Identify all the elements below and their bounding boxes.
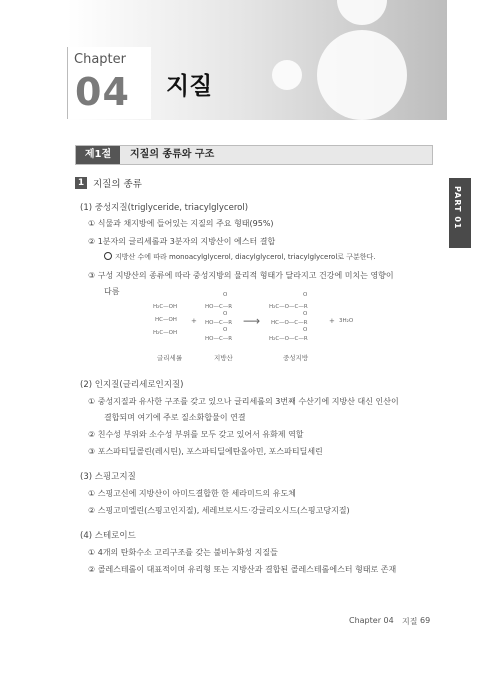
fatty-acid-1: HO—C—R <box>205 304 233 310</box>
label-glycerol: 글리세롤 <box>157 354 183 362</box>
item-heading: (2) 인지질(글리세로인지질) <box>80 380 184 390</box>
decor-circle-small <box>272 60 302 90</box>
item-heading: (3) 스핑고지질 <box>80 472 136 482</box>
glycerol-c3: H₂C—OH <box>153 330 178 336</box>
product-c3: H₂C—O—C—R <box>269 336 308 342</box>
subheading-number: 1 <box>75 177 87 189</box>
product-o: O <box>303 311 308 317</box>
footer-title: 지질 <box>402 617 418 626</box>
label-triglyceride: 중성지방 <box>283 354 309 362</box>
section-title: 지질의 종류와 구조 <box>130 149 215 160</box>
page-number: 69 <box>420 616 431 625</box>
glycerol-c2: HC—OH <box>155 317 177 323</box>
item-line: ③ 포스파티딜콜린(레시틴), 포스파티딜에탄올아민, 포스파티딜세린 <box>88 447 323 456</box>
plus-sign: + <box>191 317 197 325</box>
chapter-title: 지질 <box>166 72 213 100</box>
chapter-word: Chapter <box>74 52 126 67</box>
note-circle-icon <box>104 252 112 260</box>
item-line: ② 1분자의 글리세롤과 3분자의 지방산이 에스터 결합 <box>88 237 276 246</box>
subheading-text: 지질의 종류 <box>93 179 142 190</box>
item-heading: (4) 스테로이드 <box>80 531 136 541</box>
section-label: 제1절 <box>76 146 120 164</box>
item-line: ① 식물과 채지방에 들어있는 지질의 주요 형태(95%) <box>88 219 274 228</box>
note-text: 지방산 수에 따라 monoacylglycerol, diacylglycerol, triacylglycerol로 구분한다. <box>115 253 376 261</box>
reaction-arrow: ⟶ <box>243 314 261 328</box>
item-line: ② 친수성 부위와 소수성 부위를 모두 갖고 있어서 유화제 역할 <box>88 430 304 439</box>
label-fatty-acid: 지방산 <box>214 354 233 362</box>
item-heading: (1) 중성지질(triglyceride, triacylglycerol) <box>80 203 249 213</box>
fatty-acid-3: HO—C—R <box>205 336 233 342</box>
item-line: 다름 <box>104 287 120 296</box>
product-c2: HC—O—C—R <box>271 320 308 326</box>
item-line: ① 스핑고신에 지방산이 아미드결합한 한 세라미드의 유도체 <box>88 489 296 498</box>
glycerol-c1: H₂C—OH <box>153 304 178 310</box>
section-heading <box>75 145 433 165</box>
footer-chapter: Chapter 04 <box>349 616 394 625</box>
triglyceride-reaction-diagram <box>147 290 377 365</box>
item-line: ③ 구성 지방산의 종류에 따라 중성지방의 물리적 형태가 달라지고 건강에 미치는 영향이 <box>88 271 394 280</box>
product-c1: H₂C—O—C—R <box>269 304 308 310</box>
item-line: ① 4개의 탄화수소 고리구조를 갖는 불비누화성 지질들 <box>88 548 278 557</box>
part-label: PART 01 <box>453 186 462 230</box>
decor-circle-top <box>337 0 387 25</box>
note-line <box>104 252 376 262</box>
item-line: ② 콜레스테롤이 대표적이며 유리형 또는 지방산과 결합된 콜레스테롤에스터 형태로 존재 <box>88 565 397 574</box>
fatty-acid-o: O <box>223 311 228 317</box>
item-line: ① 중성지질과 유사한 구조를 갖고 있으나 글리세롤의 3번째 수산기에 지방산 대신 인산이 <box>88 397 399 406</box>
fatty-acid-o: O <box>223 327 228 333</box>
plus-sign: + <box>329 317 335 325</box>
item-line: 결합되며 여기에 주로 질소화합물이 연결 <box>104 413 246 422</box>
item-line: ② 스핑고미엘린(스핑고인지질), 세레브로시드·강글리오시드(스핑고당지질) <box>88 506 350 515</box>
fatty-acid-2: HO—C—R <box>205 320 233 326</box>
decor-circle-large <box>317 30 407 120</box>
product-o: O <box>303 327 308 333</box>
chapter-number: 04 <box>75 70 130 114</box>
water: 3H₂O <box>339 318 354 324</box>
fatty-acid-o: O <box>223 292 228 298</box>
part-side-tab <box>449 178 471 248</box>
product-o: O <box>303 292 308 298</box>
